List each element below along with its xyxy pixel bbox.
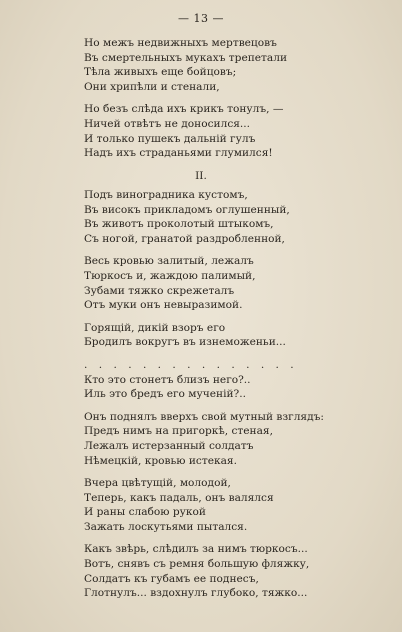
poem-part-two xyxy=(84,188,394,609)
stanza xyxy=(84,188,394,246)
verse-line: Они хрипѣли и стенали, xyxy=(84,80,220,93)
verse-line: Вчера цвѣтущій, молодой, xyxy=(84,477,231,490)
verse-line: Глотнулъ... вздохнулъ глубоко, тяжко... xyxy=(84,587,308,600)
verse-line: Въ смертельныхъ мукахъ трепетали xyxy=(84,51,288,64)
poem-part-one xyxy=(84,36,394,169)
verse-line: Съ ногой, гранатой раздробленной, xyxy=(84,232,285,245)
stanza xyxy=(84,321,394,350)
verse-line: Предъ нимъ на пригоркѣ, стеная, xyxy=(84,425,273,438)
verse-line: Зубами тяжко скрежеталъ xyxy=(84,284,235,297)
verse-line: Вотъ, снявъ съ ремня большую фляжку, xyxy=(84,558,310,571)
verse-line: Надъ ихъ страданьями глумился! xyxy=(84,147,273,160)
verse-line: Отъ муки онъ невыразимой. xyxy=(84,299,243,312)
verse-line: Въ животъ проколотый штыкомъ, xyxy=(84,218,274,231)
verse-line: Но межъ недвижныхъ мертвецовъ xyxy=(84,37,277,49)
page-number: — 13 — xyxy=(178,12,224,25)
verse-line: Въ високъ прикладомъ оглушенный, xyxy=(84,203,290,216)
stanza xyxy=(84,358,394,402)
stanza xyxy=(84,410,394,468)
verse-line: Нѣмецкій, кровью истекая. xyxy=(84,454,237,467)
verse-line: Онъ поднялъ вверхъ свой мутный взглядъ: xyxy=(84,410,324,423)
verse-line: Иль это бредъ его мученій?.. xyxy=(84,388,246,401)
verse-line: Лежалъ истерзанный солдатъ xyxy=(84,439,254,452)
verse-line: Какъ звѣрь, слѣдилъ за нимъ тюркосъ... xyxy=(84,543,308,556)
section-heading: II. xyxy=(195,170,207,182)
verse-line: Горящій, дикій взоръ его xyxy=(84,321,226,334)
verse-line: Бродилъ вокругъ въ изнеможеньи... xyxy=(84,336,286,349)
stanza xyxy=(84,102,394,160)
verse-line: И раны слабою рукой xyxy=(84,506,206,519)
verse-line: Весь кровью залитый, лежалъ xyxy=(84,255,254,268)
verse-line: И только пушекъ дальній гулъ xyxy=(84,132,256,145)
stanza xyxy=(84,542,394,600)
verse-line: Но безъ слѣда ихъ крикъ тонулъ, — xyxy=(84,103,284,116)
stanza xyxy=(84,476,394,534)
verse-line: Ничей отвѣтъ не доносился... xyxy=(84,117,251,130)
verse-line: . . . . . . . . . . . . . . . xyxy=(84,358,298,371)
verse-line: Тѣла живыхъ еще бойцовъ; xyxy=(84,66,237,79)
verse-line: Солдатъ къ губамъ ее поднесъ, xyxy=(84,572,259,585)
stanza xyxy=(84,254,394,312)
verse-line: Тюркосъ и, жаждою палимый, xyxy=(84,269,256,282)
verse-line: Теперь, какъ падаль, онъ валялся xyxy=(84,491,274,504)
verse-line: Зажать лоскутьями пытался. xyxy=(84,520,248,533)
verse-line: Подъ виноградника кустомъ, xyxy=(84,189,248,201)
stanza xyxy=(84,36,394,94)
verse-line: Кто это стонетъ близъ него?.. xyxy=(84,373,251,386)
